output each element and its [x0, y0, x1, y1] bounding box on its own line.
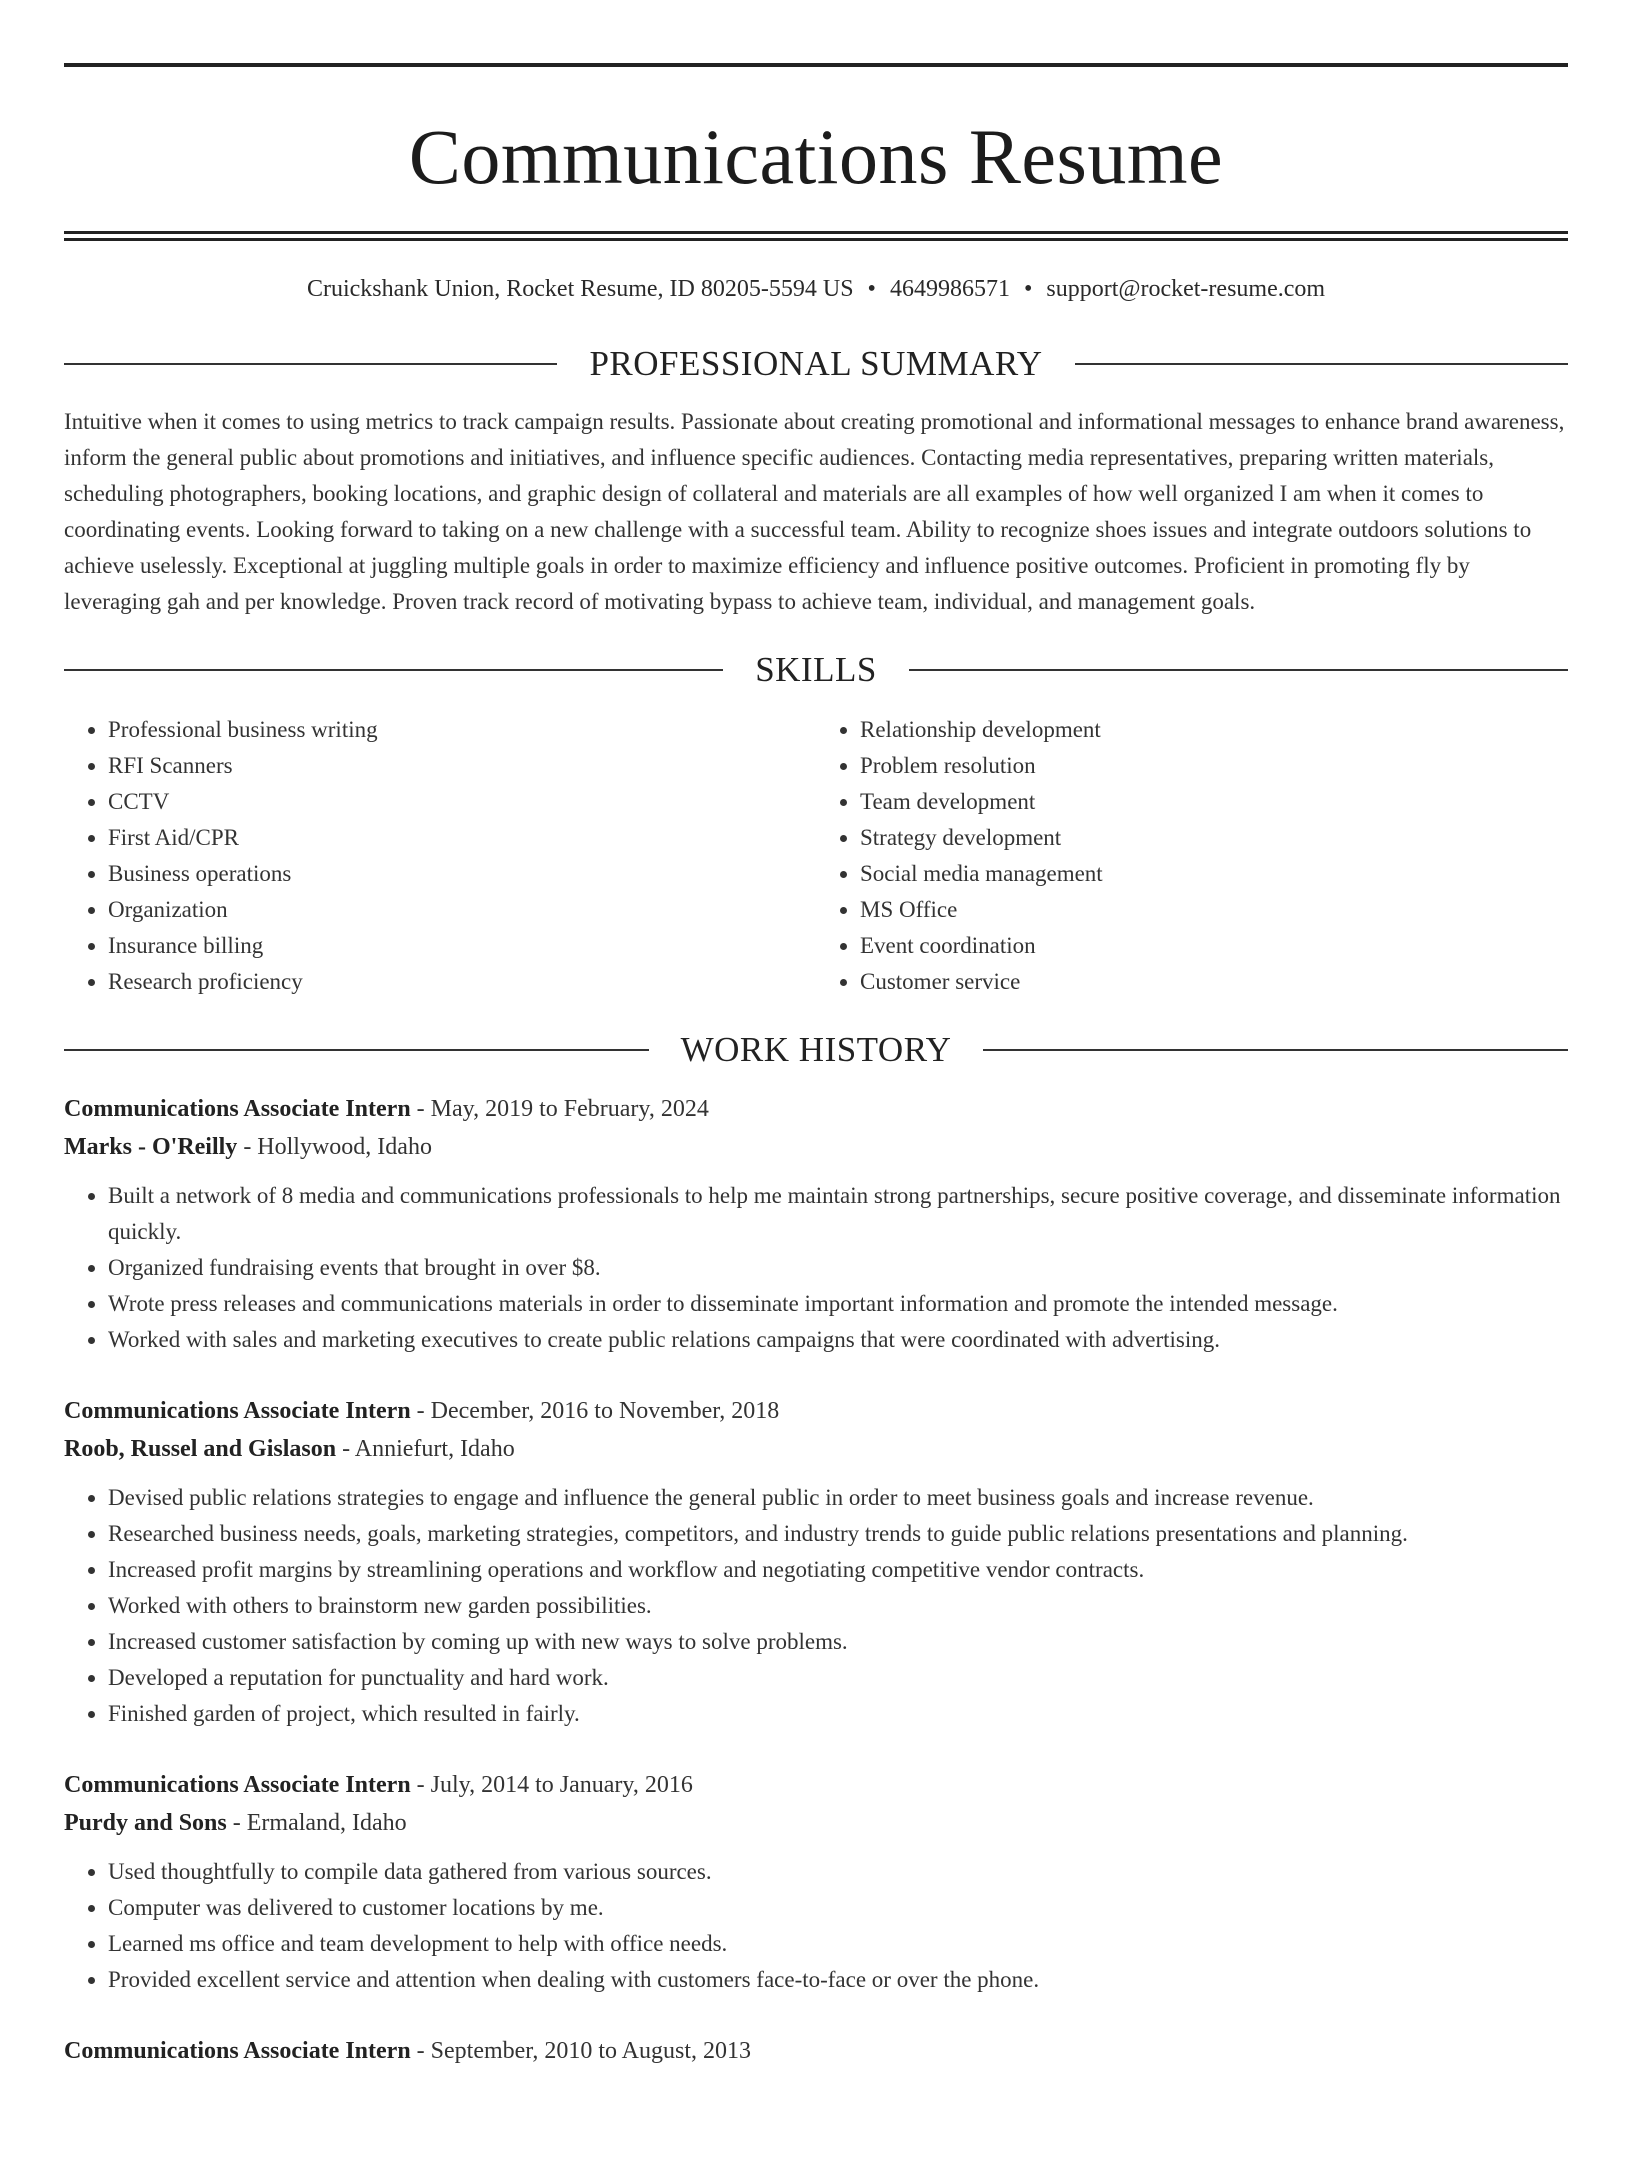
job-bullet: • Devised public relations strategies to engage and influence the general public in order to meet business goals and increase revenue.: [108, 1480, 1568, 1516]
job-bullet: • Organized fundraising events that brought in over $8.: [108, 1250, 1568, 1286]
skill-item: • Team development: [860, 784, 1568, 820]
job-bullet: • Built a network of 8 media and communications professionals to help me maintain strong partnerships, secure positive coverage, and disseminate information quickly.: [108, 1178, 1568, 1250]
job-bullet: • Worked with sales and marketing executives to create public relations campaigns that were coordinated with advertising.: [108, 1322, 1568, 1358]
job-bullet: • Provided excellent service and attention when dealing with customers face-to-face or over the phone.: [108, 1962, 1568, 1998]
job-company-line: [64, 1804, 1568, 1842]
skill-item: • First Aid/CPR: [108, 820, 816, 856]
job-title: Communications Associate Intern: [64, 1398, 411, 1424]
skills-heading: [64, 650, 1568, 690]
skill-item: • Business operations: [108, 856, 816, 892]
skill-item: • Professional business writing: [108, 712, 816, 748]
heading-rule-left: [64, 363, 557, 365]
job-title: Communications Associate Intern: [64, 1096, 411, 1122]
job-title-line: [64, 2032, 1568, 2070]
job-company-line: [64, 1128, 1568, 1166]
contact-separator: •: [1023, 276, 1033, 302]
job-entry: [64, 1090, 1568, 1358]
job-entry: [64, 1766, 1568, 1998]
job-title-line: [64, 1392, 1568, 1430]
job-dates: - December, 2016 to November, 2018: [410, 1398, 780, 1424]
heading-rule-right: [909, 669, 1568, 671]
contact-phone: 4649986571: [889, 276, 1010, 302]
job-bullet: • Increased profit margins by streamlining operations and workflow and negotiating competitive vendor contracts.: [108, 1552, 1568, 1588]
job-bullet: • Finished garden of project, which resulted in fairly.: [108, 1696, 1568, 1732]
skill-item: • Relationship development: [860, 712, 1568, 748]
work-history-heading-label: WORK HISTORY: [680, 1030, 952, 1069]
skills-column-right: [816, 712, 1568, 1000]
job-bullet: • Used thoughtfully to compile data gathered from various sources.: [108, 1854, 1568, 1890]
job-company: Purdy and Sons: [64, 1810, 227, 1836]
skill-item: • CCTV: [108, 784, 816, 820]
skill-item: • MS Office: [860, 892, 1568, 928]
skill-item: • Strategy development: [860, 820, 1568, 856]
job-bullets: [64, 1178, 1568, 1358]
summary-heading: [64, 344, 1568, 384]
contact-separator: •: [867, 276, 876, 302]
job-location: - Anniefurt, Idaho: [336, 1436, 515, 1462]
heading-rule-left: [64, 1049, 649, 1051]
skill-item: • Insurance billing: [108, 928, 816, 964]
skill-item: • Event coordination: [860, 928, 1568, 964]
contact-address: Cruickshank Union, Rocket Resume, ID 80205-5594 US: [306, 276, 854, 302]
resume-title: Communications Resume: [408, 113, 1224, 200]
heading-rule-left: [64, 669, 723, 671]
job-bullet: • Developed a reputation for punctuality and hard work.: [108, 1660, 1568, 1696]
skill-item: • Social media management: [860, 856, 1568, 892]
job-entry: [64, 2032, 1568, 2070]
job-bullet: • Wrote press releases and communications materials in order to disseminate important information and promote the intended message.: [108, 1286, 1568, 1322]
job-location: - Ermaland, Idaho: [226, 1810, 407, 1836]
job-dates: - May, 2019 to February, 2024: [410, 1096, 709, 1122]
work-history-heading: [64, 1030, 1568, 1070]
title-double-rule: [64, 231, 1568, 241]
resume-page: [0, 63, 1632, 2175]
job-bullet: • Researched business needs, goals, marketing strategies, competitors, and industry trends to guide public relations presentations and planning.: [108, 1516, 1568, 1552]
job-title-line: [64, 1766, 1568, 1804]
job-title: Communications Associate Intern: [64, 2038, 411, 2064]
job-title: Communications Associate Intern: [64, 1772, 411, 1798]
job-bullet: • Learned ms office and team development to help with office needs.: [108, 1926, 1568, 1962]
job-dates: - July, 2014 to January, 2016: [410, 1772, 693, 1798]
skill-item: • RFI Scanners: [108, 748, 816, 784]
job-company: Marks - O'Reilly: [64, 1134, 238, 1160]
contact-line: [64, 274, 1568, 304]
job-bullet: • Worked with others to brainstorm new garden possibilities.: [108, 1588, 1568, 1624]
job-bullet: • Increased customer satisfaction by coming up with new ways to solve problems.: [108, 1624, 1568, 1660]
heading-rule-right: [983, 1049, 1568, 1051]
job-location: - Hollywood, Idaho: [237, 1134, 432, 1160]
skill-item: • Customer service: [860, 964, 1568, 1000]
job-entry: [64, 1392, 1568, 1732]
skill-item: • Problem resolution: [860, 748, 1568, 784]
contact-email: support@rocket-resume.com: [1046, 276, 1326, 302]
top-rule: [64, 63, 1568, 67]
heading-rule-right: [1075, 363, 1568, 365]
skills-list: [64, 712, 1568, 1000]
summary-heading-label: PROFESSIONAL SUMMARY: [589, 344, 1043, 383]
job-dates: - September, 2010 to August, 2013: [410, 2038, 752, 2064]
job-bullets: [64, 1480, 1568, 1732]
job-title-line: [64, 1090, 1568, 1128]
job-bullets: [64, 1854, 1568, 1998]
job-company: Roob, Russel and Gislason: [64, 1436, 337, 1462]
skill-item: • Organization: [108, 892, 816, 928]
skill-item: • Research proficiency: [108, 964, 816, 1000]
job-bullet: • Computer was delivered to customer locations by me.: [108, 1890, 1568, 1926]
skills-heading-label: SKILLS: [755, 650, 877, 689]
summary-text: Intuitive when it comes to using metrics to track campaign results. Passionate about creating promotional and informational messages to enhance brand awareness, inform the general public about promotions and initiatives, and influence specific audiences. Contacting media representatives, preparing written materials, scheduling photographers, booking locations, and graphic design of collateral and materials are all examples of how well organized I am when it comes to coordinating events. Looking forward to taking on a new challenge with a successful team. Ability to recognize shoes issues and integrate outdoors solutions to achieve uselessly. Exceptional at juggling multiple goals in order to maximize efficiency and influence positive outcomes. Proficient in promoting fly by leveraging gah and per knowledge. Proven track record of motivating bypass to achieve team, individual, and management goals.: [64, 409, 1565, 614]
skills-column-left: [64, 712, 816, 1000]
job-company-line: [64, 1430, 1568, 1468]
